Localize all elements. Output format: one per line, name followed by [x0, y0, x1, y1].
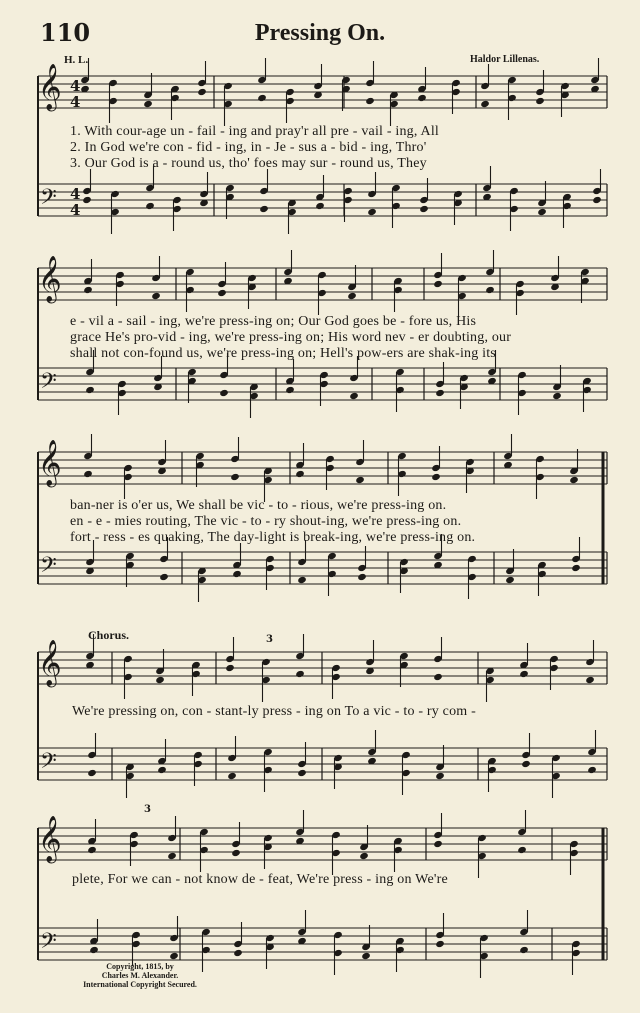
note-head: [217, 289, 227, 297]
note-head: [219, 389, 229, 397]
note-head: [157, 766, 167, 774]
triplet-marker: 3: [266, 634, 273, 645]
note-head: [295, 470, 305, 478]
note-head: [569, 476, 579, 484]
note-head: [435, 772, 445, 780]
note-head: [259, 205, 269, 213]
lyric-line: plete, For we can - not know de - feat, We're press - ing on We're: [72, 872, 448, 887]
time-signature: 4: [70, 77, 81, 95]
note-head: [257, 94, 267, 102]
lyric-line: en - e - mies routing, The vic - to - ry shout-ing, we're press-ing on.: [70, 514, 462, 529]
treble-clef: 𝄞: [38, 816, 62, 862]
lyric-line: 3. Our God is a - round us, tho' foes may sur - round us, They: [70, 156, 427, 171]
note-head: [297, 769, 307, 777]
note-head: [83, 470, 93, 478]
time-signature: 4: [70, 201, 81, 219]
note-head: [82, 196, 92, 204]
note-head: [485, 286, 495, 294]
note-head: [295, 670, 305, 678]
treble-clef: 𝄞: [38, 64, 62, 110]
note-head: [347, 292, 357, 300]
note-head: [151, 292, 161, 300]
time-signature: 4: [70, 93, 81, 111]
note-head: [587, 766, 597, 774]
note-head: [367, 208, 377, 216]
lyric-line: shall not con-found us, we're press-ing on; Hell's pow-ers are shak-ing its: [70, 346, 496, 361]
note-head: [537, 208, 547, 216]
copyright-line: Charles M. Alexander.: [101, 971, 179, 980]
note-head: [517, 846, 527, 854]
lyric-line: grace He's pro-vid - ing, we're press-ing on; His word nev - er doubting, our: [70, 330, 512, 345]
bass-clef: 𝄢: [40, 749, 57, 779]
note-head: [85, 386, 95, 394]
note-head: [169, 952, 179, 960]
bass-clef: 𝄢: [40, 369, 57, 399]
note-head: [585, 676, 595, 684]
note-head: [435, 389, 445, 397]
treble-clef: 𝄞: [38, 440, 62, 486]
note-head: [433, 280, 443, 288]
hymn-title: Pressing On.: [254, 20, 386, 46]
note-head: [359, 852, 369, 860]
hymn-number: 110: [40, 18, 91, 47]
note-head: [433, 840, 443, 848]
note-head: [419, 205, 429, 213]
note-head: [143, 100, 153, 108]
note-head: [159, 573, 169, 581]
bass-clef: 𝄢: [40, 929, 57, 959]
lyric-line: fort - ress - es quaking, The day-light is break-ing, we're press-ing on.: [70, 530, 476, 545]
note-head: [552, 392, 562, 400]
lyric-line: 1. With cour-age un - fail - ing and pray'r all pre - vail - ing, All: [70, 124, 440, 139]
lyric-line: 2. In God we're con - fid - ing, in - Je - sus a - bid - ing, Thro': [70, 140, 427, 155]
note-head: [361, 952, 371, 960]
treble-clef: 𝄞: [38, 256, 62, 302]
copyright-line: International Copyright Secured.: [83, 980, 197, 989]
note-head: [480, 100, 490, 108]
bass-clef: 𝄢: [40, 185, 57, 215]
note-head: [433, 673, 443, 681]
note-head: [285, 386, 295, 394]
note-head: [87, 769, 97, 777]
note-head: [535, 97, 545, 105]
note-head: [349, 392, 359, 400]
note-head: [231, 849, 241, 857]
bass-clef: 𝄢: [40, 553, 57, 583]
note-head: [227, 772, 237, 780]
note-head: [365, 97, 375, 105]
note-head: [431, 473, 441, 481]
copyright-line: Copyright, 1815, by: [106, 962, 174, 971]
note-head: [155, 676, 165, 684]
note-head: [87, 846, 97, 854]
note-head: [83, 286, 93, 294]
note-head: [521, 760, 531, 768]
note-head: [435, 940, 445, 948]
note-head: [505, 576, 515, 584]
copyright-notice: [50, 962, 230, 989]
note-head: [519, 946, 529, 954]
triplet-marker: 3: [144, 804, 151, 815]
lyric-line: e - vil a - sail - ing, we're press-ing on; Our God goes be - fore us, His: [70, 314, 477, 329]
note-head: [315, 202, 325, 210]
composer: Haldor Lillenas.: [470, 54, 540, 65]
lyric-line: We're pressing on, con - stant-ly press - ing on To a vic - to - ry com -: [72, 704, 476, 719]
time-signature: 4: [70, 185, 81, 203]
note-head: [145, 202, 155, 210]
note-head: [571, 564, 581, 572]
chorus-label: Chorus.: [88, 628, 130, 642]
note-head: [230, 473, 240, 481]
note-head: [89, 946, 99, 954]
note-head: [233, 949, 243, 957]
treble-clef: 𝄞: [38, 640, 62, 686]
note-head: [297, 576, 307, 584]
note-head: [232, 570, 242, 578]
note-head: [519, 670, 529, 678]
note-head: [355, 476, 365, 484]
note-head: [167, 852, 177, 860]
lyric-line: ban-ner is o'er us, We shall be vic - to - rious, we're press-ing on.: [70, 498, 447, 513]
note-head: [592, 196, 602, 204]
note-head: [197, 88, 207, 96]
note-head: [225, 664, 235, 672]
note-head: [417, 94, 427, 102]
words-author: H. L.: [64, 54, 89, 66]
note-head: [357, 573, 367, 581]
